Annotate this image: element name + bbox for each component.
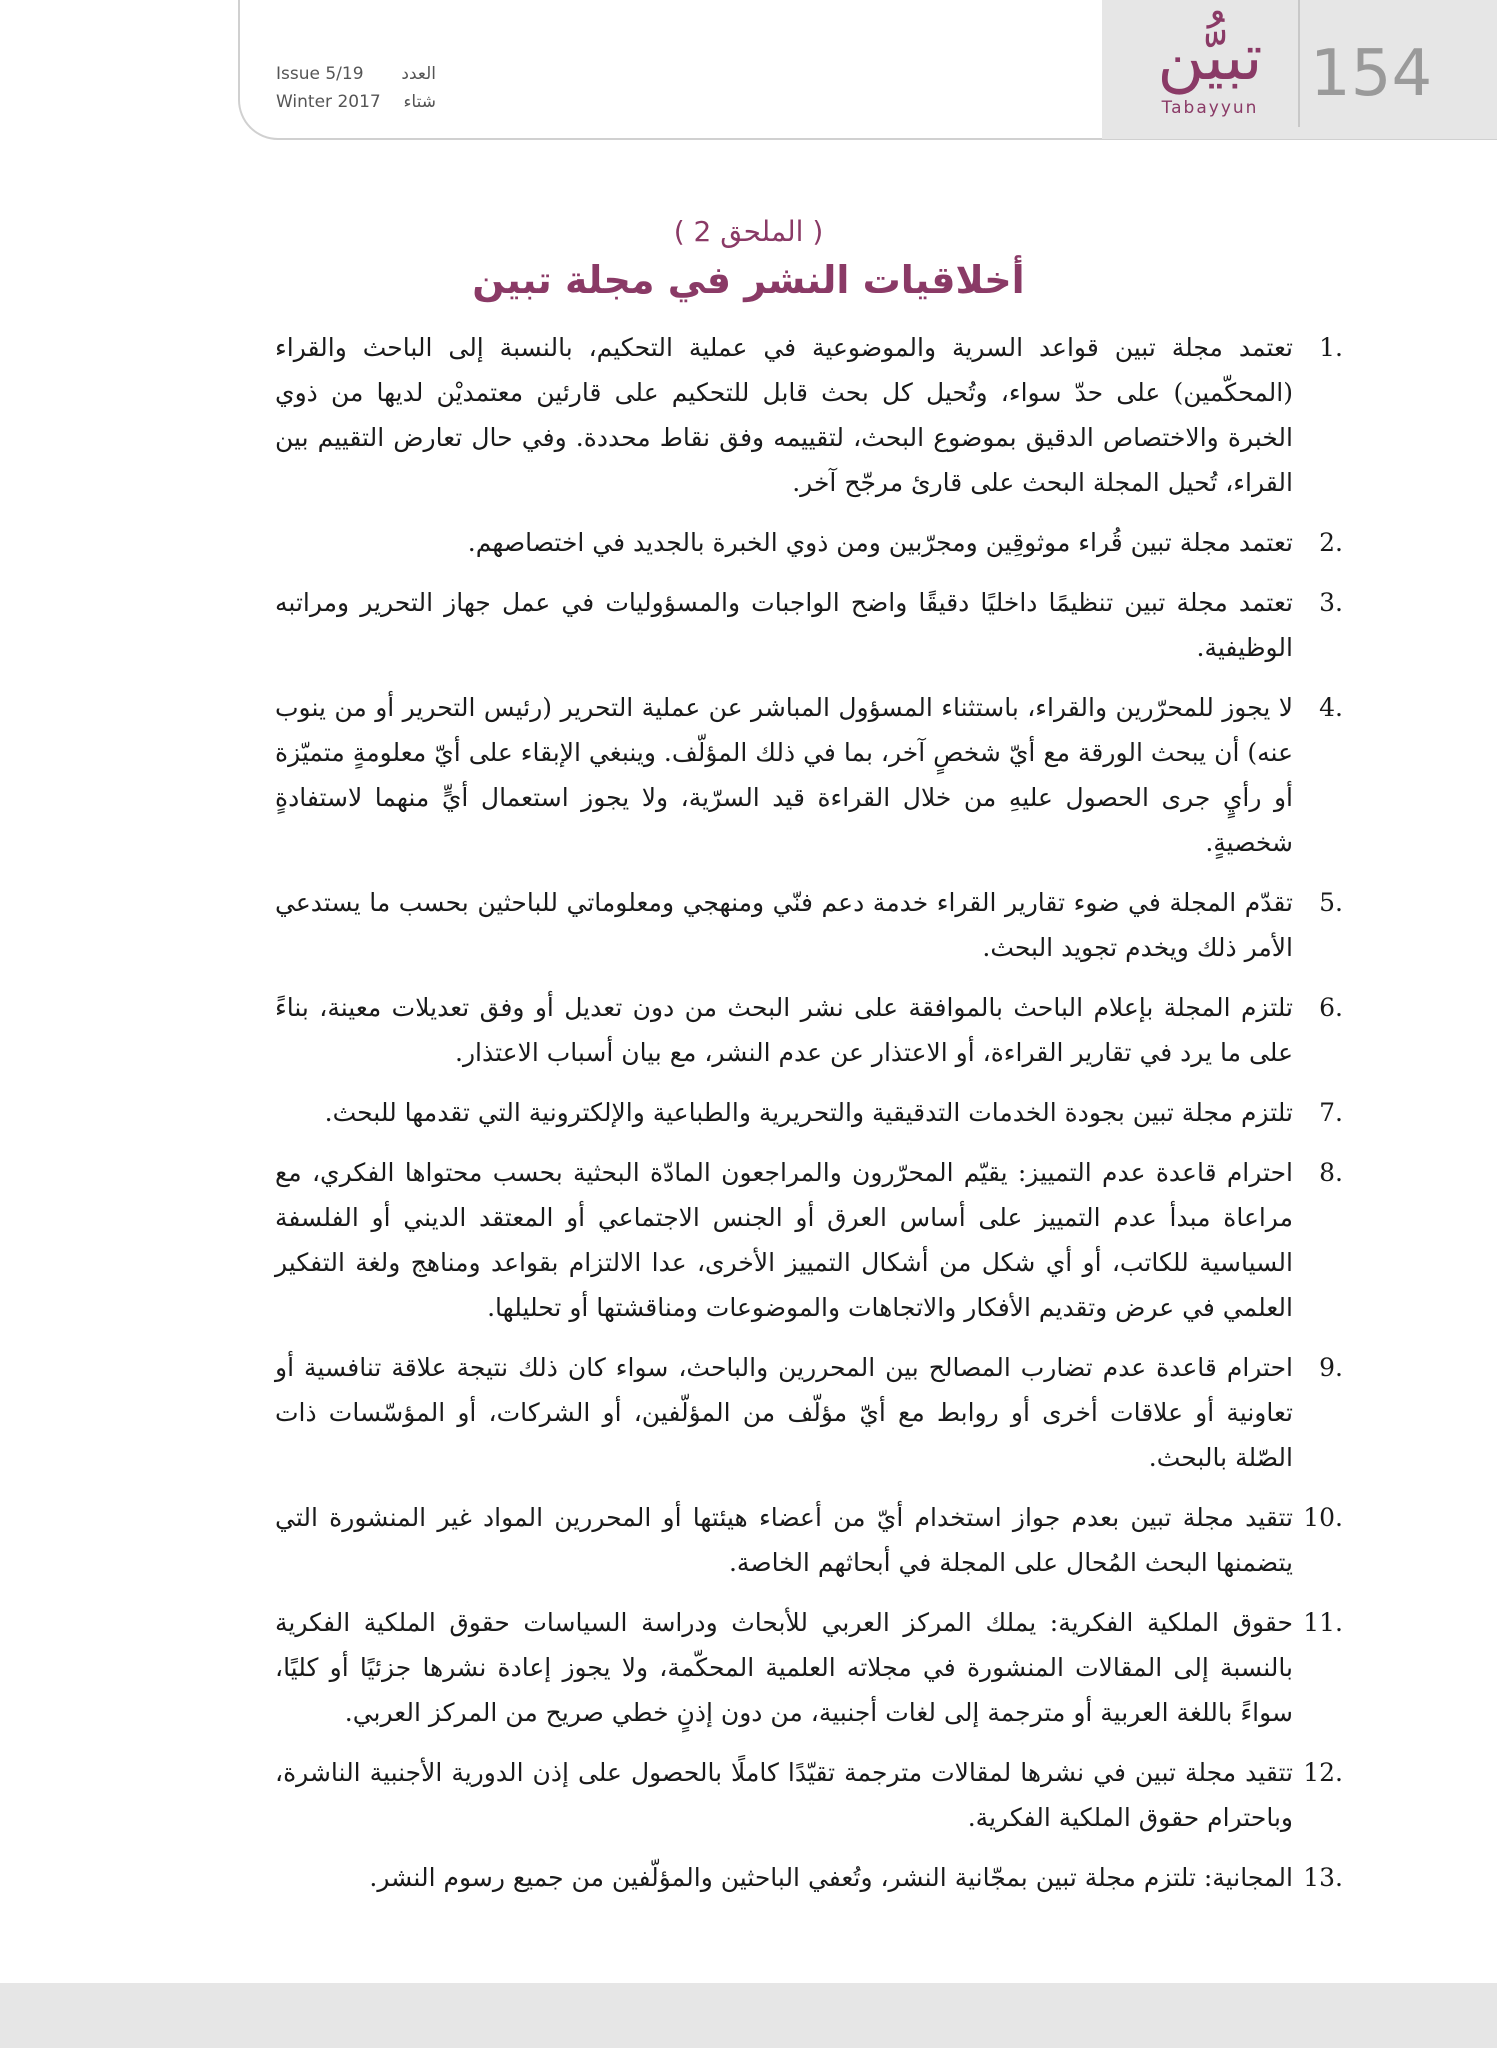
rule-text: تعتمد مجلة تبين قُراء موثوقِين ومجرّبين ومن ذوي الخبرة بالجديد في اختصاصهم. [467,528,1293,557]
rule-item [275,1150,1343,1330]
rule-item [275,1345,1343,1480]
page-footer-band [0,1983,1497,2048]
rule-text: لا يجوز للمحرّرين والقراء، باستثناء المسؤول المباشر عن عملية التحرير (رئيس التحرير أو من ينوب عنه) أن يبحث الورقة مع أيّ شخصٍ آخر، بما في ذلك المؤلّف. وينبغي الإبقاء على أيّ معلومةٍ متميّزة أو رأيٍ جرى الحصول عليهِ من خلال القراءة قيد السرّية، ولا يجوز استعمال أيٍّ منهما لاستفادةٍ شخصيةٍ. [275,693,1293,857]
rule-text: تلتزم المجلة بإعلام الباحث بالموافقة على نشر البحث من دون تعديل أو وفق تعديلات معينة، بناءً على ما يرد في تقارير القراءة، أو الاعتذار عن عدم النشر، مع بيان أسباب الاعتذار. [275,993,1293,1067]
page-title: أخلاقيات النشر في مجلة تبين [472,258,1025,302]
rule-text: تلتزم مجلة تبين بجودة الخدمات التدقيقية والتحريرية والطباعية والإلكترونية التي تقدمها للبحث. [324,1098,1293,1127]
rule-number: 13. [1303,1863,1343,1892]
rule-item [275,520,1343,565]
rule-number: 1. [1319,333,1343,362]
rule-number: 5. [1319,888,1343,917]
rule-number: 12. [1303,1758,1343,1787]
rule-number: 9. [1319,1353,1343,1382]
rule-text: تعتمد مجلة تبين قواعد السرية والموضوعية في عملية التحكيم، بالنسبة إلى الباحث والقراء (المحكّمين) على حدّ سواء، وتُحيل كل بحث قابل للتحكيم على قارئين معتمديْن لديها من ذوي الخبرة والاختصاص الدقيق بموضوع البحث، لتقييمه وفق نقاط محددة. وفي حال تعارض التقييم بين القراء، تُحيل المجلة البحث على قارئ مرجّح آخر. [275,333,1293,497]
header-divider [1298,0,1300,127]
rule-text: حقوق الملكية الفكرية: يملك المركز العربي للأبحاث ودراسة السياسات حقوق الملكية الفكرية بالنسبة إلى المقالات المنشورة في مجلاته العلمية المحكّمة، ولا يجوز إعادة نشرها جزئيًا أو كليًا، سواءً باللغة العربية أو مترجمة إلى لغات أجنبية، من دون إذنٍ خطي صريح من المركز العربي. [275,1608,1293,1727]
rule-number: 8. [1319,1158,1343,1187]
rule-number: 7. [1319,1098,1343,1127]
season-en: Winter 2017 [276,92,381,112]
rule-text: احترام قاعدة عدم تضارب المصالح بين المحررين والباحث، سواء كان ذلك نتيجة علاقة تنافسية أو تعاونية أو علاقات أخرى أو روابط مع أيّ مؤلّف من المؤلّفين، أو الشركات، أو المؤسّسات ذات الصّلة بالبحث. [275,1353,1293,1472]
season-ar: شتاء [403,92,436,112]
rule-text: تعتمد مجلة تبين تنظيمًا داخليًا دقيقًا واضح الواجبات والمسؤوليات في عمل جهاز التحرير ومراتبه الوظيفية. [275,588,1293,662]
rule-item [275,1090,1343,1135]
ethics-rules-list [275,325,1343,1915]
issue-info [276,60,436,116]
rule-text: تقدّم المجلة في ضوء تقارير القراء خدمة دعم فنّي ومنهجي ومعلوماتي للباحثين بحسب ما يستدعي الأمر ذلك ويخدم تجويد البحث. [275,888,1293,962]
rule-text: احترام قاعدة عدم التمييز: يقيّم المحرّرون والمراجعون المادّة البحثية بحسب محتواها الفكري، مع مراعاة مبدأ عدم التمييز على أساس العرق أو الجنس الاجتماعي أو المعتقد الديني أو الفلسفة السياسية للكاتب، أو أي شكل من أشكال التمييز الأخرى، عدا الالتزام بقواعد ومناهج ولغة التفكير العلمي في عرض وتقديم الأفكار والاتجاهات والموضوعات ومناقشتها أو تحليلها. [275,1158,1293,1322]
rule-number: 4. [1319,693,1343,722]
rule-item [275,685,1343,865]
rule-item [275,325,1343,505]
rule-item [275,1600,1343,1735]
rule-item [275,1855,1343,1900]
rule-item [275,880,1343,970]
rule-text: المجانية: تلتزم مجلة تبين بمجّانية النشر، وتُعفي الباحثين والمؤلّفين من جميع رسوم النشر. [369,1863,1293,1892]
rule-item [275,580,1343,670]
rule-number: 2. [1319,528,1343,557]
issue-label-ar: العدد [401,64,436,84]
appendix-label: ( الملحق 2 ) [673,215,824,248]
page-number: 154 [1310,37,1433,111]
rule-number: 11. [1303,1608,1343,1637]
rule-item [275,1495,1343,1585]
journal-logo-english: Tabayyun [1161,98,1259,118]
issue-label-en: Issue 5/19 [276,64,364,84]
rule-item [275,1750,1343,1840]
rule-number: 3. [1319,588,1343,617]
rule-number: 6. [1319,993,1343,1022]
journal-logo-arabic: تبيُّن [1157,21,1263,95]
rule-text: تتقيد مجلة تبين في نشرها لمقالات مترجمة تقيّدًا كاملًا بالحصول على إذن الدورية الأجنبية الناشرة، وباحترام حقوق الملكية الفكرية. [275,1758,1293,1832]
rule-item [275,985,1343,1075]
rule-number: 10. [1303,1503,1343,1532]
rule-text: تتقيد مجلة تبين بعدم جواز استخدام أيّ من أعضاء هيئتها أو المحررين المواد غير المنشورة التي يتضمنها البحث المُحال على المجلة في أبحاثهم الخاصة. [275,1503,1293,1577]
